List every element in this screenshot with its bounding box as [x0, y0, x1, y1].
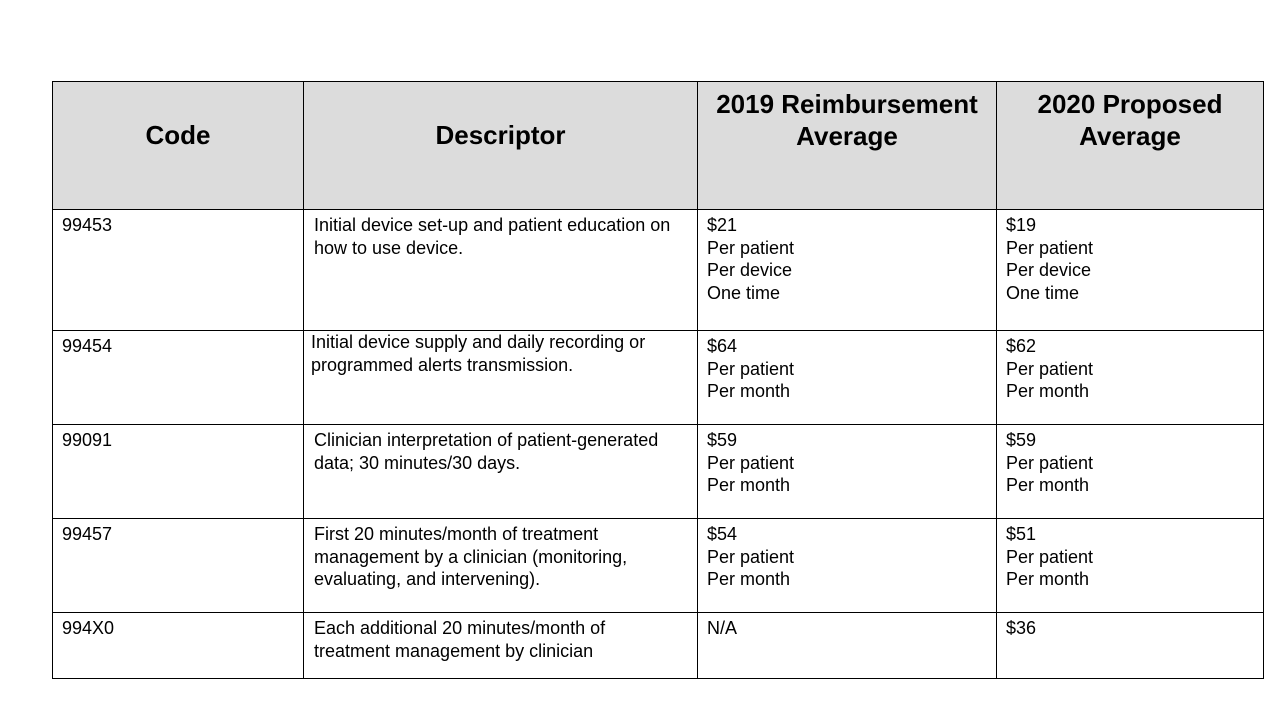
reimbursement-table: [52, 81, 1264, 679]
descriptor-cell: Each additional 20 minutes/month of treatment management by clinician: [304, 613, 698, 679]
reimb-2019-cell: $54 Per patient Per month: [698, 519, 997, 613]
proposed-2020-cell: $36: [997, 613, 1264, 679]
reimb-2019-cell: $59 Per patient Per month: [698, 425, 997, 519]
proposed-2020-cell: $62 Per patient Per month: [997, 331, 1264, 425]
table-row: [53, 210, 1264, 331]
proposed-2020-cell: $51 Per patient Per month: [997, 519, 1264, 613]
proposed-2020-cell: $19 Per patient Per device One time: [997, 210, 1264, 331]
table-row: [53, 519, 1264, 613]
proposed-2020-cell: $59 Per patient Per month: [997, 425, 1264, 519]
descriptor-cell: First 20 minutes/month of treatment management by a clinician (monitoring, evaluating, and intervening).: [304, 519, 698, 613]
header-descriptor: Descriptor: [304, 82, 698, 210]
code-cell: 99454: [53, 331, 304, 425]
table-row: [53, 331, 1264, 425]
code-cell: 99091: [53, 425, 304, 519]
descriptor-cell: Clinician interpretation of patient-generated data; 30 minutes/30 days.: [304, 425, 698, 519]
code-cell: 994X0: [53, 613, 304, 679]
code-cell: 99453: [53, 210, 304, 331]
reimb-2019-cell: N/A: [698, 613, 997, 679]
header-2020-proposed-average: 2020 Proposed Average: [997, 82, 1264, 210]
code-cell: 99457: [53, 519, 304, 613]
header-2019-reimbursement-average: 2019 Reimbursement Average: [698, 82, 997, 210]
descriptor-cell: Initial device supply and daily recording or programmed alerts transmission.: [304, 331, 698, 425]
table-header-row: [53, 82, 1264, 210]
header-code: Code: [53, 82, 304, 210]
reimb-2019-cell: $64 Per patient Per month: [698, 331, 997, 425]
descriptor-cell: Initial device set-up and patient education on how to use device.: [304, 210, 698, 331]
table-row: [53, 613, 1264, 679]
reimb-2019-cell: $21 Per patient Per device One time: [698, 210, 997, 331]
table-row: [53, 425, 1264, 519]
